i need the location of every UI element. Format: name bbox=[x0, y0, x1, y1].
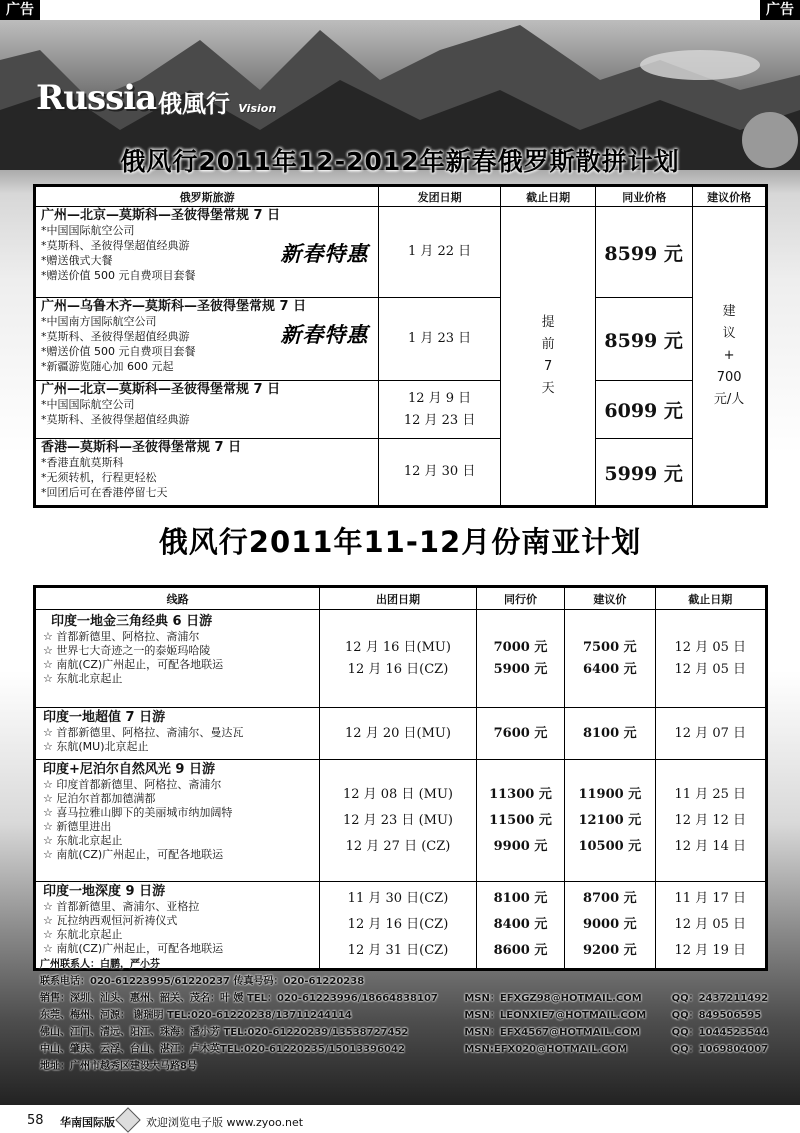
table-row: 印度一地超值 7 日游 ☆ 首都新德里、阿格拉、斋浦尔、曼达瓦 ☆ 东航(MU)北京起止 12 月 20 日(MU) 7600 元 8100 元 12 月 07 日 bbox=[35, 708, 767, 760]
table-header-row: 线路 出团日期 同行价 建议价 截止日期 bbox=[35, 587, 767, 610]
table-row: 印度一地深度 9 日游 ☆ 首都新德里、斋浦尔、亚格拉 ☆ 瓦拉纳西观恒河祈祷仪式 ☆ 东航北京起止 ☆ 南航(CZ)广州起止，可配各地联运 11 月 30 日(CZ) 12 月 16 日(CZ) 12 月 31 日(CZ) 8100 元 8400 元 8600 元 8700 元 9000 元 9200 元 11 月 17 日 12 月 05 日 12 月 19 日 bbox=[35, 882, 767, 970]
contact-row: 佛山、江门、清远、阳江、珠海：潘小芳 TEL:020-61220239/13538727452 MSN：EFX4567@HOTMAIL.COM QQ：1044523544 bbox=[40, 1027, 769, 1038]
brand-logo: Russia bbox=[36, 78, 157, 118]
page-footer bbox=[0, 1105, 800, 1133]
promo-badge: 新春特惠 bbox=[280, 242, 369, 266]
cutoff-cell: 提 前 7 天 bbox=[500, 207, 596, 507]
contact-people: 广州联系人：白鹏，严小芬 bbox=[40, 959, 160, 970]
suggest-price-cell: 建 议 + 700 元/人 bbox=[693, 207, 767, 507]
table-row: 香港—莫斯科—圣彼得堡常规 7 日 *香港直航莫斯科 *无须转机，行程更轻松 *回团后可在香港停留七天 12 月 30 日 5999 元 bbox=[35, 439, 767, 507]
contact-phone: 联系电话：020-61223995/61220237 传真号码：020-61220238 bbox=[40, 976, 365, 987]
contact-row: 销售：深圳、汕头、惠州、韶关、茂名：叶 媛 TEL：020-61223996/18664838107 MSN：EFXGZ98@HOTMAIL.COM QQ：2437211492 bbox=[40, 993, 769, 1004]
contact-address: 地址：广州市越秀区建设大马路8号 bbox=[40, 1061, 197, 1072]
contact-row: 中山、肇庆、云浮、台山、湛江：卢木英TEL:020-61220235/15013396042 MSN:EFX020@HOTMAIL.COM QQ：1069804007 bbox=[40, 1044, 769, 1055]
advert-page bbox=[0, 20, 800, 1105]
ad-label-left: 广告 bbox=[0, 0, 40, 20]
brand-logo-chinese: 俄風行 Vision bbox=[158, 90, 277, 118]
south-asia-plan-title: 俄风行2011年11-12月份南亚计划 bbox=[158, 525, 642, 559]
table-row: 广州—北京—莫斯科—圣彼得堡常规 7 日 *中国国际航空公司 *莫斯科、圣彼得堡超值经典游 *赠送俄式大餐 *赠送价值 500 元自费项目套餐 新春特惠 1 月 22 日 提 前 7 天 8599 元 建 议 + 700 元/人 bbox=[35, 207, 767, 298]
ad-label-right: 广告 bbox=[760, 0, 800, 20]
south-asia-tour-table bbox=[33, 585, 768, 971]
contact-row: 东莞、梅州、河源： 谢瑞明 TEL:020-61220238/13711244114 MSN：LEONXIE7@HOTMAIL.COM QQ：849506595 bbox=[40, 1010, 762, 1021]
russia-plan-title: 俄风行2011年12-2012年新春俄罗斯散拼计划 bbox=[120, 147, 680, 176]
page-number: 58 bbox=[27, 1113, 44, 1128]
magazine-name: 华南国际版 bbox=[60, 1116, 115, 1129]
promo-badge: 新春特惠 bbox=[280, 323, 369, 347]
website-link[interactable]: 欢迎浏览电子版 www.zyoo.net bbox=[146, 1116, 304, 1129]
russia-tour-table bbox=[33, 184, 768, 508]
table-row: 印度+尼泊尔自然风光 9 日游 ☆ 印度首都新德里、阿格拉、斋浦尔 ☆ 尼泊尔首都加德满都 ☆ 喜马拉雅山脚下的美丽城市纳加阔特 ☆ 新德里进出 ☆ 东航北京起止 ☆ 南航(CZ)广州起止，可配各地联运 12 月 08 日 (MU) 12 月 23 日 (MU) 12 月 27 日 (CZ) 11300 元 11500 元 9900 元 11900 元 12100 元 10500 元 11 月 25 日 12 月 12 日 12 月 14 日 bbox=[35, 760, 767, 882]
table-row: 印度一地金三角经典 6 日游 ☆ 首都新德里、阿格拉、斋浦尔 ☆ 世界七大奇迹之一的泰姬玛哈陵 ☆ 南航(CZ)广州起止，可配各地联运 ☆ 东航北京起止 12 月 16 日(MU) 12 月 16 日(CZ) 7000 元 5900 元 7500 元 6400 元 12 月 05 日 12 月 05 日 bbox=[35, 610, 767, 708]
contact-info bbox=[40, 956, 790, 1075]
table-row: 广州—乌鲁木齐—莫斯科—圣彼得堡常规 7 日 *中国南方国际航空公司 *莫斯科、圣彼得堡超值经典游 *赠送价值 500 元自费项目套餐 *新疆游览随心加 600 元起 新春特惠 1 月 23 日 8599 元 bbox=[35, 298, 767, 381]
table-row: 广州—北京—莫斯科—圣彼得堡常规 7 日 *中国国际航空公司 *莫斯科、圣彼得堡超值经典游 12 月 9 日 12 月 23 日 6099 元 bbox=[35, 381, 767, 439]
table-header-row: 俄罗斯旅游 发团日期 截止日期 同业价格 建议价格 bbox=[35, 186, 767, 207]
magazine-logo-icon bbox=[115, 1107, 140, 1132]
